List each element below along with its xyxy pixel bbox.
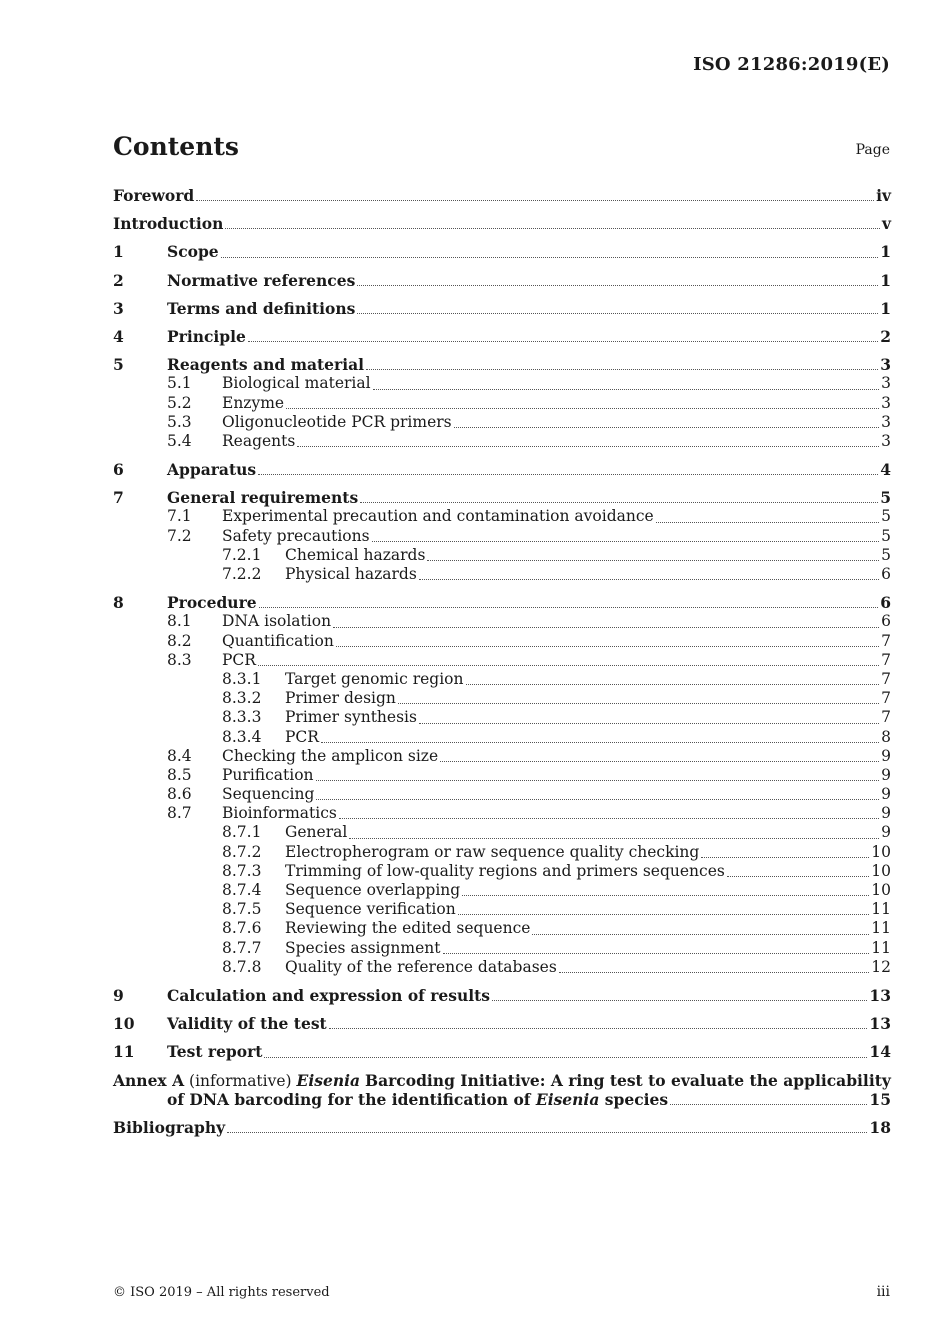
toc-entry[interactable] [113, 488, 891, 507]
toc-entry-number: 6 [113, 460, 124, 480]
toc-entry[interactable] [113, 900, 891, 919]
toc-entry-page: iv [876, 186, 891, 205]
toc-entry-page: 6 [881, 565, 891, 583]
toc-entry-label: Reagents and material [167, 355, 365, 375]
toc-entry-page: 14 [869, 1042, 891, 1062]
toc-entry-label: Trimming of low-quality regions and primers sequences [285, 861, 725, 880]
toc-entry-number: 3 [113, 298, 124, 318]
dot-leader [492, 999, 867, 1001]
toc-entry-page: v [881, 214, 891, 234]
toc-entry-page: 7 [881, 631, 891, 650]
dot-leader [258, 473, 878, 475]
toc-entry[interactable] [113, 632, 891, 651]
dot-leader [360, 501, 878, 503]
dot-leader [349, 837, 879, 839]
toc-entry-page: 4 [880, 460, 891, 480]
toc-entry-page: 12 [871, 957, 891, 976]
toc-entry-number: 8.7.5 [222, 900, 262, 919]
dot-leader [196, 199, 874, 201]
toc-entry-label: Chemical hazards [285, 545, 426, 564]
toc-entry-label: Oligonucleotide PCR primers [222, 412, 452, 431]
toc-entry-page: 10 [871, 881, 891, 899]
toc-entry-bibliography[interactable]: Bibliography 18 [113, 1117, 891, 1137]
document-header-id: ISO 21286:2019(E) [693, 54, 890, 75]
toc-entry-page: 9 [881, 746, 891, 765]
toc-entry-number: 8.2 [167, 631, 192, 650]
toc-entry-label: Reviewing the edited sequence [285, 919, 531, 938]
toc-entry-number: 7.2.1 [222, 545, 262, 564]
toc-entry-label: Terms and definitions [167, 298, 356, 318]
footer-page-number: iii [876, 1284, 890, 1300]
toc-entry-number: 7.2 [167, 526, 192, 545]
dot-leader [357, 312, 878, 314]
toc-entry-page: 7 [881, 669, 891, 688]
toc-entry-label: Checking the amplicon size [222, 746, 439, 765]
toc-entry-number: 5.2 [167, 393, 192, 412]
toc-entry-page: 9 [881, 765, 891, 784]
toc-entry-number: 1 [113, 242, 124, 262]
toc-entry-page: 11 [871, 919, 891, 938]
dot-leader [221, 256, 879, 258]
toc-entry-label: General [285, 823, 348, 842]
dot-leader [259, 606, 879, 608]
dot-leader [329, 1027, 868, 1029]
toc-entry-label: Procedure [167, 593, 257, 613]
toc-entry[interactable] [113, 593, 891, 612]
toc-entry-page: 5 [881, 507, 891, 526]
toc-entry-label: Enzyme [222, 393, 285, 412]
toc-entry[interactable] [113, 546, 891, 565]
toc-entry-label: Principle [167, 326, 246, 346]
toc-entry[interactable] [113, 299, 891, 318]
toc-entry-page: 7 [881, 708, 891, 727]
dot-leader [336, 645, 879, 647]
toc-entry-label: Bioinformatics [222, 804, 337, 823]
toc-entry-number: 5 [113, 355, 124, 375]
toc-entry-label: Target genomic region [285, 669, 464, 688]
toc-entry-page: 5 [881, 545, 891, 564]
page-column-label: Page [855, 142, 890, 158]
toc-entry-label: Introduction [113, 214, 224, 234]
toc-entry-label: Normative references [167, 270, 356, 290]
toc-entry-number: 11 [113, 1042, 135, 1062]
toc-entry-page: 5 [880, 488, 891, 508]
toc-entry-number: 8.7.1 [222, 823, 262, 842]
toc-entry[interactable] [113, 186, 891, 205]
toc-entry-page: 6 [881, 612, 891, 631]
dot-leader [532, 933, 869, 935]
toc-entry-label: Physical hazards [285, 565, 417, 583]
toc-entry-label: General requirements [167, 488, 359, 508]
toc-entry-page: 3 [881, 374, 891, 393]
toc-entry-number: 4 [113, 326, 124, 346]
table-of-contents [113, 186, 891, 1137]
toc-entry-page: 1 [880, 242, 891, 262]
dot-leader [372, 540, 880, 542]
toc-entry-label: Sequence overlapping [285, 881, 461, 899]
dot-leader [443, 952, 870, 954]
toc-entry[interactable] [113, 939, 891, 958]
toc-entry-page: 7 [881, 650, 891, 669]
toc-entry-number: 5.4 [167, 431, 192, 450]
toc-entry[interactable] [113, 527, 891, 546]
toc-entry-page: 7 [881, 689, 891, 708]
toc-entry[interactable] [113, 958, 891, 977]
toc-entry[interactable] [113, 766, 891, 785]
dot-leader [225, 227, 880, 229]
toc-entry[interactable] [113, 413, 891, 432]
toc-entry-label: Test report [167, 1042, 263, 1062]
dot-leader [419, 578, 879, 580]
dot-leader [701, 856, 869, 858]
toc-entry-label: Quantification [222, 631, 334, 650]
toc-entry[interactable] [113, 708, 891, 727]
toc-entry[interactable] [113, 747, 891, 766]
toc-entry-page: 11 [871, 900, 891, 919]
toc-entry-number: 7 [113, 488, 124, 508]
toc-entry[interactable] [113, 1014, 891, 1033]
toc-entry-number: 8.3.3 [222, 708, 262, 727]
toc-entry-number: 5.1 [167, 374, 192, 393]
toc-entry-number: 9 [113, 985, 124, 1005]
toc-entry[interactable] [113, 728, 891, 747]
dot-leader [227, 1131, 867, 1133]
toc-entry-number: 8.3 [167, 650, 192, 669]
toc-entry-number: 8 [113, 593, 124, 613]
toc-entry-page: 5 [881, 526, 891, 545]
toc-entry-number: 8.1 [167, 612, 192, 631]
toc-entry-number: 8.7.3 [222, 861, 262, 880]
toc-entry[interactable] [113, 507, 891, 526]
toc-entry-label: Sequencing [222, 785, 315, 804]
dot-leader [258, 664, 879, 666]
toc-entry[interactable] [113, 565, 891, 584]
dot-leader [339, 817, 879, 819]
dot-leader [559, 971, 869, 973]
toc-entry-label: Quality of the reference databases [285, 957, 557, 976]
toc-annex-line2[interactable]: of DNA barcoding for the identification of Eisenia species 15 [167, 1089, 891, 1109]
toc-entry-label: PCR [285, 727, 319, 746]
toc-entry[interactable] [113, 843, 891, 862]
dot-leader [286, 407, 879, 409]
toc-entry-number: 5.3 [167, 412, 192, 431]
toc-entry-label: Sequence verification [285, 900, 456, 919]
toc-entry-number: 7.1 [167, 507, 192, 526]
toc-entry[interactable] [113, 689, 891, 708]
dot-leader [333, 626, 879, 628]
toc-entry-label: PCR [222, 650, 256, 669]
toc-entry-label: Calculation and expression of results [167, 985, 491, 1005]
toc-entry[interactable] [113, 355, 891, 374]
toc-entry[interactable] [113, 804, 891, 823]
toc-entry-label: Biological material [222, 374, 371, 393]
toc-entry-page: 1 [880, 270, 891, 290]
dot-leader [727, 875, 869, 877]
toc-entry-page: 3 [881, 393, 891, 412]
toc-entry-label: Primer synthesis [285, 708, 417, 727]
toc-entry-number: 2 [113, 270, 124, 290]
toc-entry-label: Foreword [113, 186, 195, 205]
toc-entry-number: 8.5 [167, 765, 192, 784]
dot-leader [297, 445, 879, 447]
toc-entry-page: 3 [881, 431, 891, 450]
toc-entry[interactable] [113, 374, 891, 393]
dot-leader [419, 722, 879, 724]
toc-entry[interactable] [113, 919, 891, 938]
toc-entry-page: 3 [880, 355, 891, 375]
toc-entry-label: Electropherogram or raw sequence quality checking [285, 842, 700, 861]
dot-leader [316, 798, 879, 800]
toc-entry[interactable] [113, 670, 891, 689]
dot-leader [316, 779, 880, 781]
toc-entry-page: 10 [871, 842, 891, 861]
dot-leader [454, 426, 880, 428]
dot-leader [398, 702, 879, 704]
toc-annex-line1[interactable]: Annex A (informative) Eisenia Barcoding Initiative: A ring test to evaluate the applicability [113, 1070, 891, 1090]
toc-entry[interactable] [113, 394, 891, 413]
toc-entry-number: 8.4 [167, 746, 192, 765]
dot-leader [366, 368, 878, 370]
toc-entry[interactable] [113, 612, 891, 631]
toc-entry-page: 13 [869, 1014, 891, 1034]
toc-entry-number: 8.7.7 [222, 938, 262, 957]
toc-entry-number: 7.2.2 [222, 565, 262, 583]
toc-entry-label: Validity of the test [167, 1014, 327, 1034]
toc-entry-number: 8.7 [167, 804, 192, 823]
toc-entry-label: Purification [222, 765, 314, 784]
dot-leader [264, 1056, 867, 1058]
toc-entry-number: 8.7.6 [222, 919, 262, 938]
toc-entry-label: Scope [167, 242, 219, 262]
toc-entry-number: 8.3.1 [222, 669, 262, 688]
toc-entry-page: 9 [881, 785, 891, 804]
dot-leader [466, 683, 880, 685]
toc-entry-label: Apparatus [167, 460, 257, 480]
dot-leader [458, 913, 870, 915]
toc-entry-label: Safety precautions [222, 526, 370, 545]
dot-leader [462, 894, 869, 896]
toc-entry-page: 9 [881, 823, 891, 842]
toc-entry-label: Reagents [222, 431, 296, 450]
toc-entry[interactable] [113, 327, 891, 346]
toc-entry-label: Primer design [285, 689, 396, 708]
toc-entry-number: 8.6 [167, 785, 192, 804]
toc-entry[interactable] [113, 432, 891, 451]
dot-leader [357, 284, 878, 286]
toc-entry[interactable] [113, 651, 891, 670]
toc-entry[interactable] [113, 785, 891, 804]
toc-entry-page: 13 [869, 985, 891, 1005]
contents-title: Contents [113, 132, 240, 161]
toc-entry-label: Experimental precaution and contamination avoidance [222, 507, 654, 526]
toc-entry-page: 1 [880, 298, 891, 318]
toc-entry-number: 8.7.4 [222, 881, 262, 899]
toc-entry-page: 6 [880, 593, 891, 613]
dot-leader [373, 388, 880, 390]
toc-entry[interactable] [113, 986, 891, 1005]
toc-entry-label: Species assignment [285, 938, 441, 957]
toc-entry-number: 8.3.4 [222, 727, 262, 746]
toc-entry-page: 8 [881, 727, 891, 746]
toc-entry-page: 11 [871, 938, 891, 957]
toc-entry-page: 2 [880, 326, 891, 346]
toc-entry[interactable] [113, 242, 891, 261]
toc-entry-page: 9 [881, 804, 891, 823]
dot-leader [427, 559, 879, 561]
toc-entry-number: 8.7.2 [222, 842, 262, 861]
toc-entry-number: 10 [113, 1014, 135, 1034]
toc-entry[interactable] [113, 862, 891, 881]
toc-entry[interactable] [113, 881, 891, 900]
toc-entry[interactable] [113, 271, 891, 290]
toc-entry-number: 8.7.8 [222, 957, 262, 976]
toc-entry[interactable] [113, 460, 891, 479]
dot-leader [248, 340, 878, 342]
toc-entry-number: 8.3.2 [222, 689, 262, 708]
dot-leader [656, 521, 879, 523]
toc-entry[interactable] [113, 214, 891, 233]
toc-entry[interactable] [113, 823, 891, 842]
footer-copyright: © ISO 2019 – All rights reserved [113, 1285, 330, 1300]
toc-entry[interactable] [113, 1042, 891, 1061]
toc-entry-page: 3 [881, 412, 891, 431]
toc-entry-label: DNA isolation [222, 612, 332, 631]
toc-entry-page: 10 [871, 861, 891, 880]
dot-leader [670, 1103, 867, 1105]
dot-leader [321, 741, 879, 743]
dot-leader [440, 760, 879, 762]
